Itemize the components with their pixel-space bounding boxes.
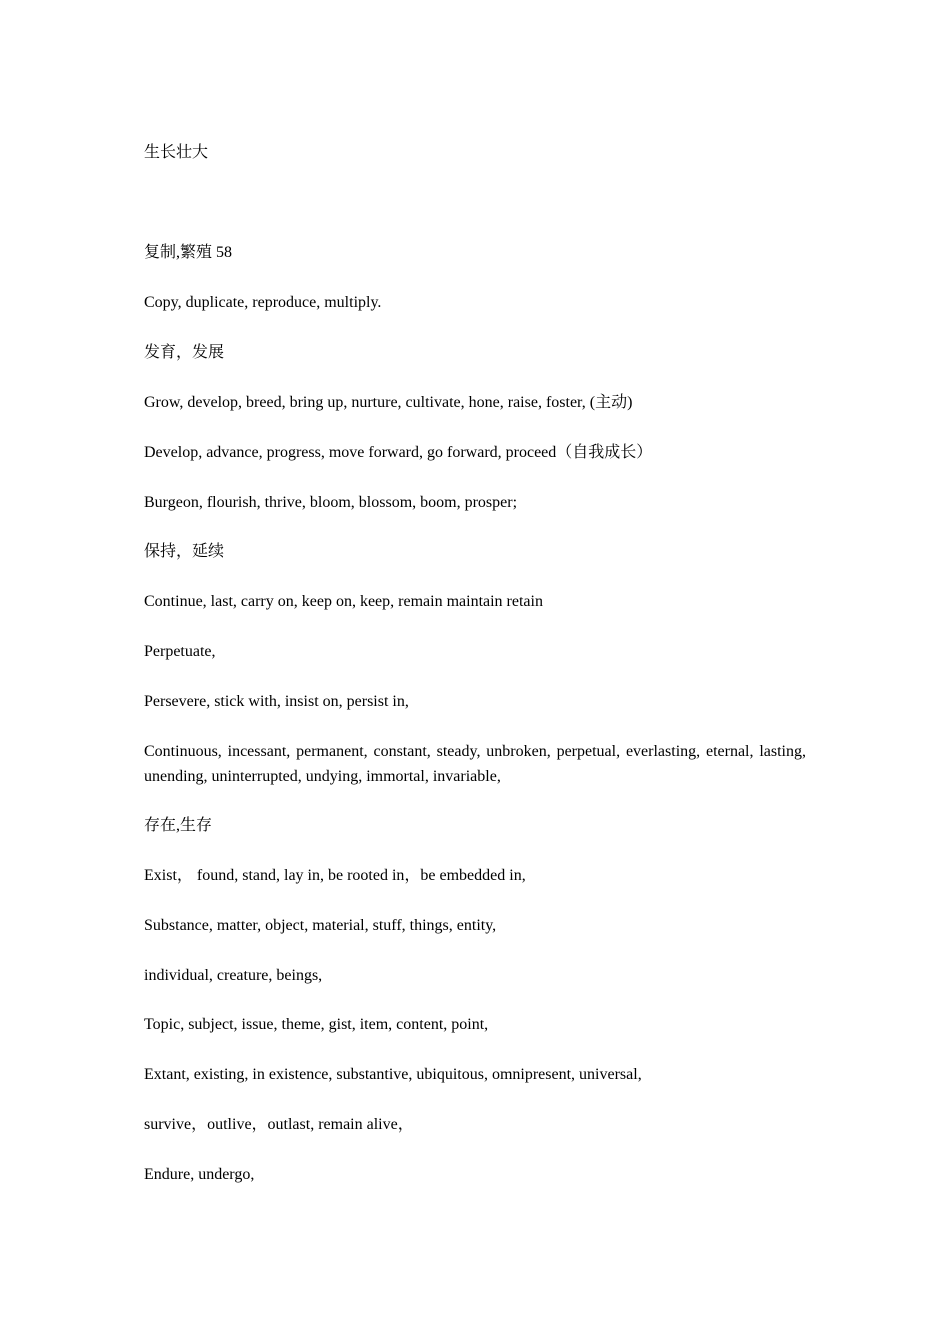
section-heading-copy-reproduce: 复制,繁殖 58 bbox=[144, 244, 233, 261]
text-line-substance: Substance, matter, object, material, stuff, things, entity, bbox=[144, 917, 497, 934]
section-heading-develop: 发育，发展 bbox=[144, 344, 225, 361]
text-line-exist: Exist， found, stand, lay in, be rooted in，be embedded in, bbox=[144, 867, 526, 884]
text-paragraph-continuous: Continuous, incessant, permanent, constant, steady, unbroken, perpetual, everlasting, eternal, lasting, unending, uninterrupted, undying, immortal, invariable, bbox=[144, 743, 806, 785]
text-line-copy: Copy, duplicate, reproduce, multiply. bbox=[144, 294, 382, 311]
text-line-individual: individual, creature, beings, bbox=[144, 967, 323, 984]
text-line-persevere: Persevere, stick with, insist on, persist in, bbox=[144, 693, 409, 710]
text-line-continue: Continue, last, carry on, keep on, keep, remain maintain retain bbox=[144, 593, 543, 610]
section-heading-exist: 存在,生存 bbox=[144, 817, 213, 834]
text-line-extant: Extant, existing, in existence, substantive, ubiquitous, omnipresent, universal, bbox=[144, 1066, 642, 1083]
text-line-survive: survive，outlive，outlast, remain alive， bbox=[144, 1116, 414, 1133]
section-heading-maintain: 保持，延续 bbox=[144, 543, 225, 560]
text-line-topic: Topic, subject, issue, theme, gist, item, content, point, bbox=[144, 1016, 489, 1033]
section-heading-growth: 生长壮大 bbox=[144, 144, 209, 161]
text-line-endure: Endure, undergo, bbox=[144, 1166, 255, 1183]
text-line-perpetuate: Perpetuate, bbox=[144, 643, 216, 660]
text-line-grow: Grow, develop, breed, bring up, nurture, cultivate, hone, raise, foster, (主动) bbox=[144, 394, 633, 411]
text-line-develop: Develop, advance, progress, move forward, go forward, proceed（自我成长） bbox=[144, 444, 653, 461]
text-line-burgeon: Burgeon, flourish, thrive, bloom, blossom, boom, prosper; bbox=[144, 494, 518, 511]
